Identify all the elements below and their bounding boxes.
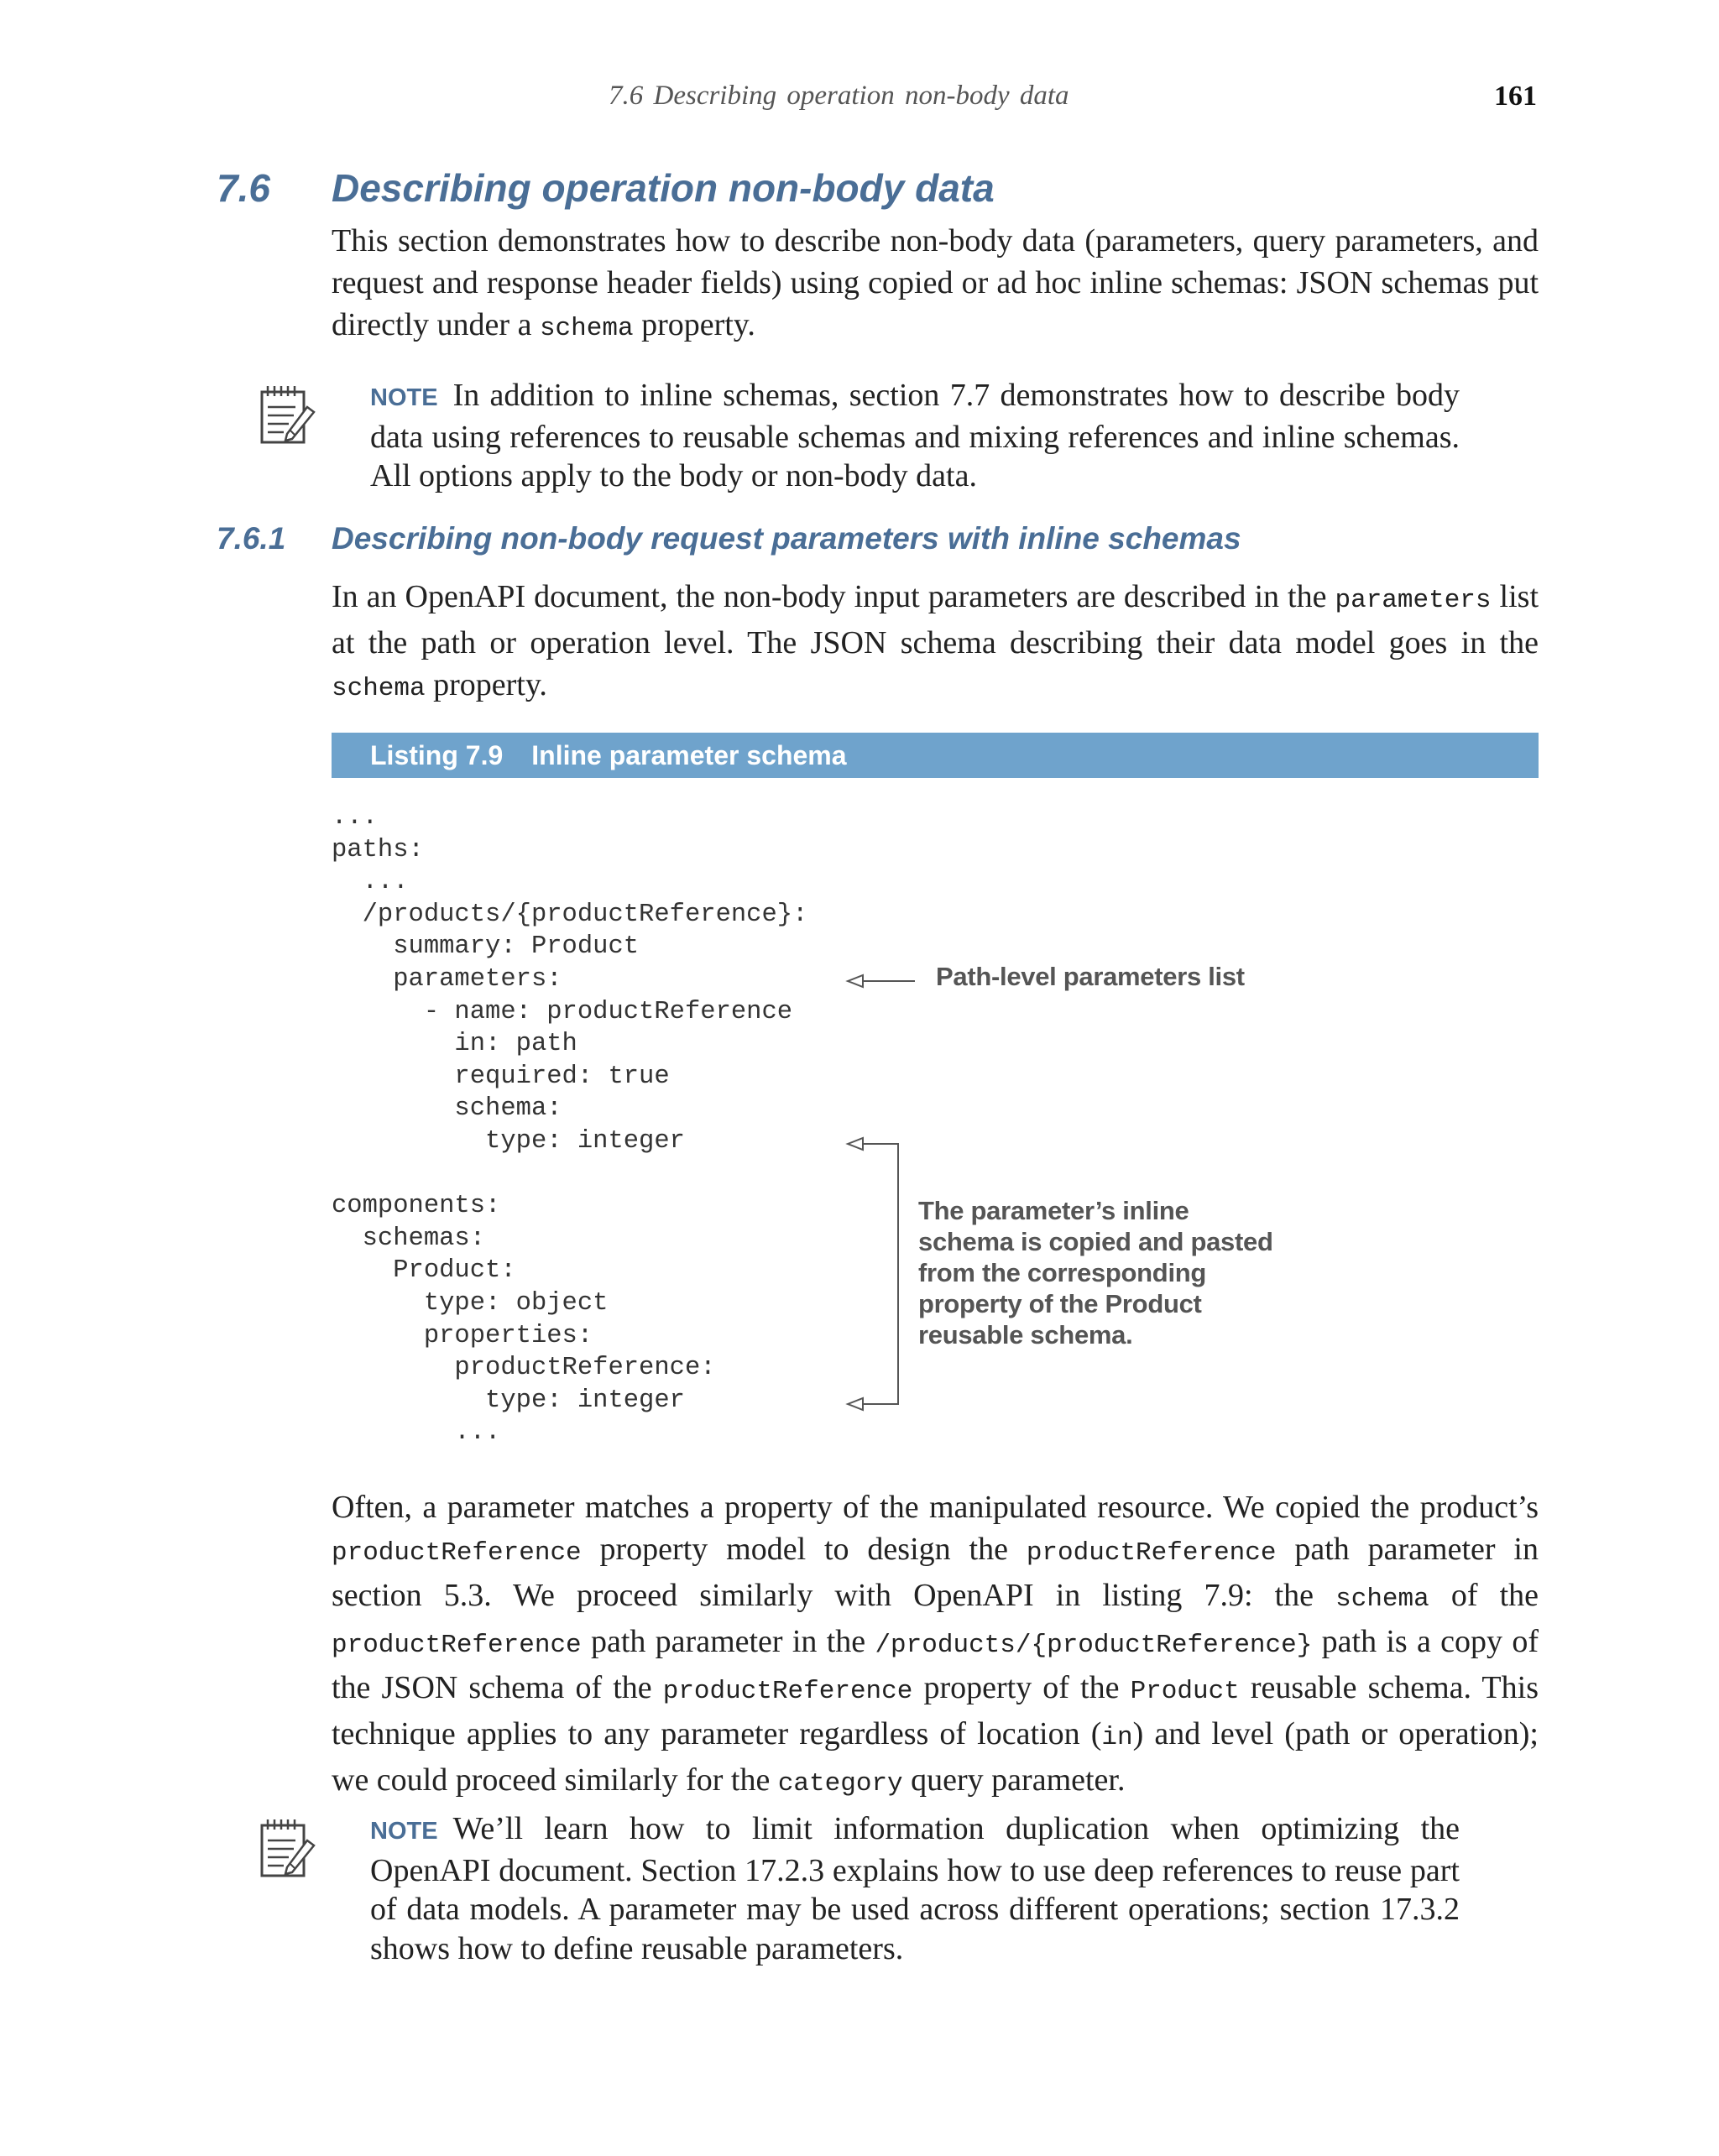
code-line: in: path: [332, 1030, 577, 1059]
inline-code: Product: [1130, 1677, 1240, 1706]
subsection-title: Describing non-body request parameters with inline schemas: [332, 521, 1241, 556]
inline-code: schema: [332, 674, 426, 703]
inline-code: schema: [1335, 1584, 1429, 1614]
code-line: type: integer: [332, 1126, 685, 1156]
inline-code: productReference: [332, 1631, 582, 1660]
code-line: ...: [332, 868, 409, 897]
section-title: Describing operation non-body data: [332, 166, 995, 210]
code-line: properties:: [332, 1321, 593, 1350]
subsection-paragraph: In an OpenAPI document, the non-body input parameters are described in the parameters list at the path or operation level. The JSON schema describing their data model goes in the schema property.: [332, 579, 1539, 703]
note-1: [370, 376, 1460, 496]
inline-code: in: [1101, 1723, 1133, 1752]
running-head: 7.6 Describing operation non-body data: [609, 81, 1069, 111]
inline-code: productReference: [1026, 1538, 1277, 1568]
code-line: components:: [332, 1192, 501, 1221]
listing-title: Inline parameter schema: [531, 740, 847, 770]
code-listing: [332, 801, 807, 1449]
inline-code: parameters: [1335, 586, 1492, 615]
listing-caption: [332, 733, 1539, 778]
code-line: Product:: [332, 1256, 516, 1286]
section-heading: [217, 165, 995, 211]
annotation-line: reusable schema.: [918, 1320, 1133, 1349]
inline-code: /products/{productReference}: [875, 1631, 1313, 1660]
annotation-line: from the corresponding: [918, 1258, 1207, 1287]
code-line: schemas:: [332, 1224, 486, 1253]
note-text: We’ll learn how to limit information duplication when optimizing the OpenAPI document. Section 17.2.3 explains how to use deep references to reuse part of data models. A parameter may be used across different operations; section 17.3.2 shows how to define reusable parameters.: [370, 1811, 1460, 1966]
note-label: NOTE: [370, 384, 438, 411]
code-line: [332, 1158, 807, 1191]
intro-paragraph: This section demonstrates how to describe non-body data (parameters, query parameters, and request and response header fields) using copied or ad hoc inline schemas: JSON schemas put directly under a schema property.: [332, 223, 1539, 343]
inline-code: productReference: [332, 1538, 582, 1568]
note-icon: [253, 382, 321, 449]
code-line: - name: productReference: [332, 997, 793, 1026]
code-line: ...: [332, 1418, 501, 1448]
annotation-inline-schema: [918, 1195, 1271, 1350]
arrow-2-head: [848, 1138, 863, 1150]
annotation-line: property of the Product: [918, 1289, 1202, 1318]
inline-code: productReference: [662, 1677, 913, 1706]
annotation-path-level: Path-level parameters list: [936, 962, 1245, 991]
bracket-line: [863, 1144, 898, 1404]
arrow-1-head: [848, 975, 863, 987]
code-line: required: true: [332, 1062, 670, 1091]
arrow-3-head: [848, 1398, 863, 1410]
section-number: 7.6: [217, 166, 270, 210]
code-line: schema:: [332, 1094, 562, 1124]
code-line: parameters:: [332, 964, 562, 994]
note-2: [370, 1809, 1460, 1968]
page-number: 161: [1494, 81, 1537, 112]
code-line: type: object: [332, 1288, 609, 1318]
subsection-heading: [217, 521, 1241, 556]
inline-code: schema: [539, 314, 634, 343]
code-line: paths:: [332, 835, 424, 864]
note-icon: [253, 1815, 321, 1882]
listing-number: Listing 7.9: [370, 740, 504, 770]
code-line: summary: Product: [332, 932, 640, 962]
note-text: In addition to inline schemas, section 7.7 demonstrates how to describe body data using references to reusable schemas and mixing references and inline schemas. All options apply to the body or non-body data.: [370, 378, 1460, 493]
code-line: productReference:: [332, 1354, 716, 1383]
subsection-number: 7.6.1: [217, 521, 286, 556]
code-line: ...: [332, 803, 378, 832]
body-paragraph-2: Often, a parameter matches a property of the manipulated resource. We copied the product’s productReference property model to design the productReference path parameter in section 5.3. We proceed similarly with OpenAPI in listing 7.9: the schema of the productReference path parameter in the /products/{productReference} path is a copy of the JSON schema of the productReference property of the Product reusable schema. This technique applies to any parameter regardless of location (in) and level (path or operation); we could proceed similarly for the category query parameter.: [332, 1490, 1539, 1798]
code-line: /products/{productReference}:: [332, 900, 808, 929]
annotation-line: The parameter’s inline: [918, 1196, 1189, 1225]
inline-code: category: [777, 1769, 903, 1798]
note-label: NOTE: [370, 1818, 438, 1845]
annotation-line: schema is copied and pasted: [918, 1227, 1273, 1256]
code-line: type: integer: [332, 1386, 685, 1415]
